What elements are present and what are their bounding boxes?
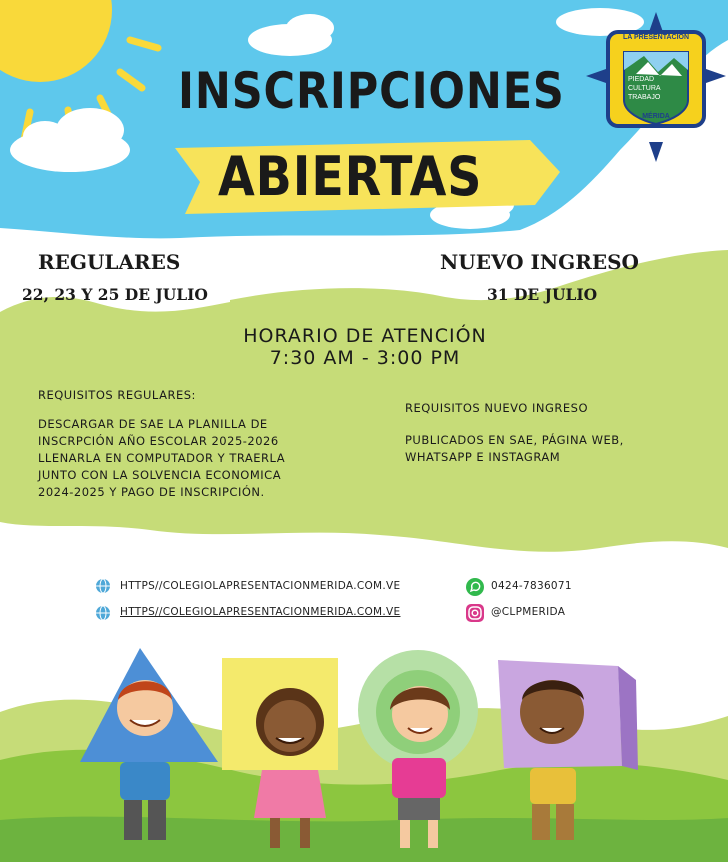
requisitos-nuevo-line: WHATSAPP E INSTAGRAM (405, 450, 561, 464)
requisitos-regulares-title: REQUISITOS REGULARES: (38, 388, 196, 402)
logo-motto-2: CULTURA (628, 85, 661, 92)
requisitos-regulares-line: INSCRPCIÓN AÑO ESCOLAR 2025-2026 (38, 434, 279, 448)
title-line-1: INSCRIPCIONES (178, 62, 565, 120)
horario-hours: 7:30 AM - 3:00 PM (269, 347, 461, 369)
website-link-1[interactable]: HTTPS//COLEGIOLAPRESENTACIONMERIDA.COM.VE (120, 580, 401, 592)
nuevo-ingreso-label: NUEVO INGRESO (440, 250, 639, 274)
horario-label: HORARIO DE ATENCIÓN (243, 325, 487, 347)
whatsapp-number[interactable]: 0424-7836071 (491, 580, 572, 592)
nuevo-ingreso-dates: 31 DE JULIO (487, 285, 598, 304)
instagram-icon (465, 603, 485, 623)
logo-motto-1: PIEDAD (628, 76, 655, 83)
instagram-handle[interactable]: @CLPMERIDA (491, 606, 566, 618)
logo-bottom-text: MÉRIDA (642, 113, 670, 120)
regulares-dates: 22, 23 Y 25 DE JULIO (22, 285, 208, 304)
logo-motto-3: TRABAJO (628, 94, 661, 101)
kids-illustration (0, 640, 728, 862)
regulares-label: REGULARES (38, 250, 181, 274)
whatsapp-icon (465, 577, 485, 597)
logo-top-text: LA PRESENTACIÓN (622, 34, 690, 41)
globe-icon (95, 578, 111, 594)
requisitos-regulares-line: 2024-2025 Y PAGO DE INSCRIPCIÓN. (38, 485, 265, 499)
website-link-2[interactable]: HTTPS//COLEGIOLAPRESENTACIONMERIDA.COM.VE (120, 606, 401, 618)
requisitos-regulares-line: DESCARGAR DE SAE LA PLANILLA DE (38, 417, 268, 431)
requisitos-regulares-line: LLENARLA EN COMPUTADOR Y TRAERLA (38, 451, 286, 465)
requisitos-nuevo-title: REQUISITOS NUEVO INGRESO (405, 401, 589, 415)
requisitos-regulares-line: JUNTO CON LA SOLVENCIA ECONOMICA (38, 468, 282, 482)
requisitos-nuevo-line: PUBLICADOS EN SAE, PÁGINA WEB, (405, 433, 624, 447)
globe-icon (95, 605, 111, 621)
title-line-2: ABIERTAS (218, 145, 483, 208)
